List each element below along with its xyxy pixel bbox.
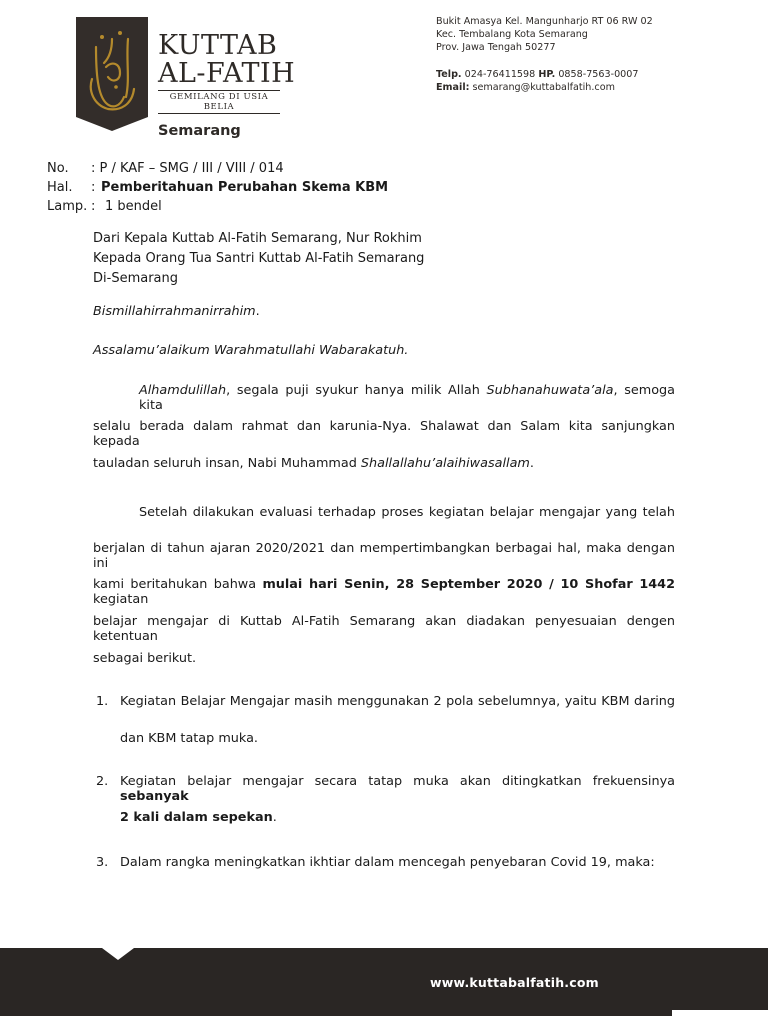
para2-line-1: Setelah dilakukan evaluasi terhadap proses kegiatan belajar mengajar yang telah [139, 505, 675, 520]
recipient-line-1: Dari Kepala Kuttab Al-Fatih Semarang, Nur Rokhim [93, 231, 422, 246]
brand-city: Semarang [158, 123, 241, 139]
telp-value: 024-76411598 [464, 69, 536, 80]
meta-attachment-row: Lamp. : 1 bendel [47, 199, 162, 214]
meta-subject-value: Pemberitahuan Perubahan Skema KBM [101, 180, 389, 195]
hp-label: HP. [538, 69, 556, 80]
email-line [436, 81, 653, 94]
para1-line-1: Alhamdulillah, segala puji syukur hanya milik Allah Subhanahuwata’ala, semoga kita [139, 383, 675, 413]
meta-number-value: : P / KAF – SMG / III / VIII / 014 [91, 161, 284, 176]
kuttab-al-fatih-logo [76, 17, 148, 131]
email-label: Email: [436, 82, 470, 93]
brand-name-line1: KUTTAB [158, 30, 278, 61]
hp-value: 0858-7563-0007 [558, 69, 639, 80]
recipient-line-2: Kepada Orang Tua Santri Kuttab Al-Fatih Semarang [93, 251, 425, 266]
meta-attachment-label: Lamp. [47, 199, 88, 214]
letterhead-contact [436, 15, 653, 94]
letter-meta [47, 159, 388, 216]
telp-label: Telp. [436, 69, 462, 80]
meta-subject-row: Hal. : Pemberitahuan Perubahan Skema KBM [47, 180, 389, 195]
recipient-line-3: Di-Semarang [93, 271, 178, 286]
recipient-block [93, 229, 424, 289]
para2-line-4: belajar mengajar di Kuttab Al-Fatih Semarang akan diadakan penyesuaian dengen ketentuan [93, 614, 675, 644]
list-item-3-line-1: Dalam rangka meningkatkan ikhtiar dalam mencegah penyebaran Covid 19, maka: [120, 855, 655, 870]
address-line-1: Bukit Amasya Kel. Mangunharjo RT 06 RW 02 [436, 16, 653, 27]
footer-band [0, 948, 768, 1024]
list-item-1-line-2: dan KBM tatap muka. [120, 731, 259, 746]
address-line-2: Kec. Tembalang Kota Semarang [436, 29, 588, 40]
footer-website-link[interactable]: www.kuttabalfatih.com [430, 975, 599, 990]
letterhead-brand [158, 32, 295, 139]
list-item-1-number: 1. [96, 694, 109, 709]
list-item-2-line-1: Kegiatan belajar mengajar secara tatap muka akan ditingkatkan frekuensinya sebanyak [120, 774, 675, 804]
para2-line-2: berjalan di tahun ajaran 2020/2021 dan mempertimbangkan berbagai hal, maka dengan ini [93, 541, 675, 571]
list-item-2-line-2: 2 kali dalam sepekan. [120, 810, 277, 825]
basmalah: Bismillahirrahmanirrahim. [93, 304, 260, 319]
list-item-1-line-1: Kegiatan Belajar Mengajar masih menggunakan 2 pola sebelumnya, yaitu KBM daring [120, 694, 675, 709]
para2-line-3: kami beritahukan bahwa mulai hari Senin, 28 September 2020 / 10 Shofar 1442 kegiatan [93, 577, 675, 607]
para2-line-5: sebagai berikut. [93, 651, 197, 666]
phone-line [436, 68, 653, 81]
meta-number-row [47, 159, 388, 178]
brand-name-line2: AL-FATIH [158, 58, 296, 89]
salam: Assalamu’alaikum Warahmatullahi Wabarakatuh. [93, 343, 409, 358]
para1-line-2: selalu berada dalam rahmat dan karunia-Nya. Shalawat dan Salam kita sanjungkan kepada [93, 419, 675, 449]
email-value: semarang@kuttabalfatih.com [472, 82, 615, 93]
list-item-3-number: 3. [96, 855, 109, 870]
address-line-3: Prov. Jawa Tengah 50277 [436, 42, 556, 53]
meta-number-label: No. [47, 161, 69, 176]
list-item-2-number: 2. [96, 774, 109, 789]
meta-subject-label: Hal. [47, 180, 73, 195]
para1-line-3: tauladan seluruh insan, Nabi Muhammad Shallallahu’alaihiwasallam. [93, 456, 534, 471]
meta-attachment-value: 1 bendel [105, 199, 162, 214]
brand-tagline: GEMILANG DI USIA BELIA [158, 90, 280, 114]
